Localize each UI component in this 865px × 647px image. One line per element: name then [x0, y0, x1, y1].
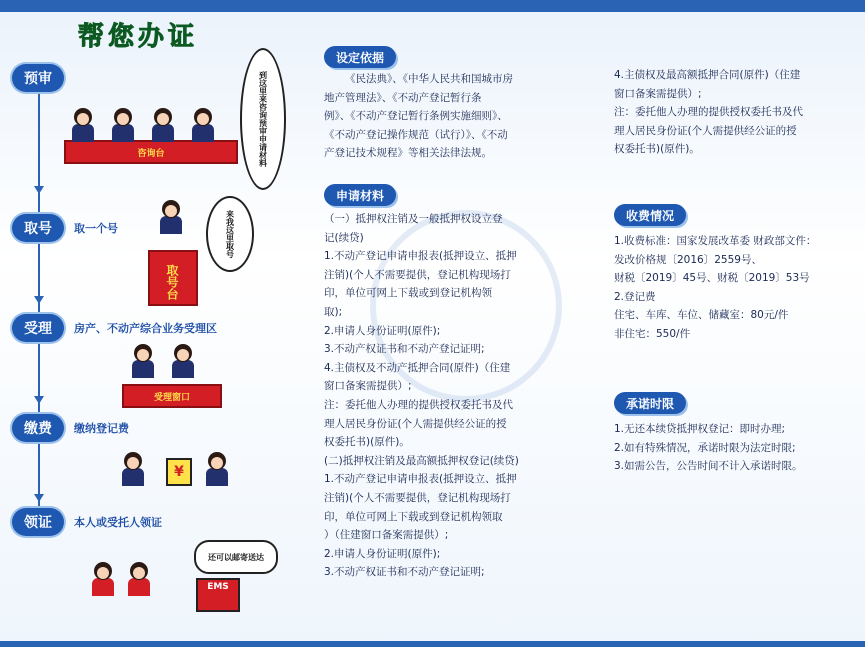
materials-line: 1.不动产登记申请申报表(抵押设立、抵押 — [324, 473, 517, 486]
materials-line: 4.主债权及最高额抵押合同(原件)（住建 — [614, 69, 801, 81]
materials-line: 注销)(个人不需要提供，登记机构现场打 — [324, 268, 511, 281]
materials-line: 3.不动产权证书和不动产登记证明; — [324, 566, 485, 579]
materials-line: 窗口备案需提供）; — [324, 380, 412, 393]
step-desc-payment: 缴纳登记费 — [74, 422, 129, 435]
accept-desk-label: 受理窗口 — [153, 393, 190, 403]
arrow-down-icon — [34, 396, 44, 404]
step-badge-prereview: 预审 — [12, 64, 64, 92]
staff-figure — [132, 344, 154, 378]
top-border — [0, 0, 865, 12]
citizen-figure — [92, 562, 114, 596]
materials-line: 3.不动产权证书和不动产登记证明; — [324, 343, 485, 356]
basis-line: 《民法典》、《中华人民共和国城市房 — [345, 73, 513, 85]
materials-line: 取); — [324, 305, 343, 318]
speech-bubble-mail: 还可以邮寄送达 — [194, 540, 278, 574]
materials-line: 权委托书)(原件)。 — [614, 143, 700, 156]
staff-figure — [122, 452, 144, 486]
promise-line: 1.无还本续贷抵押权登记：即时办理; — [614, 423, 786, 435]
staff-figure — [72, 108, 94, 142]
speech-bubble-prereview: 到这里来咨询预审申请材料 — [240, 48, 286, 190]
materials-line: 4.主债权及不动产抵押合同(原件)（住建 — [324, 361, 511, 374]
materials-line: 注销)(个人不需要提供，登记机构现场打 — [324, 491, 511, 504]
step-desc-queue: 取一个号 — [74, 222, 118, 235]
yen-icon: ¥ — [166, 458, 192, 486]
materials-line: 2.申请人身份证明(原件); — [324, 324, 441, 337]
staff-figure — [172, 344, 194, 378]
section-heading-promise: 承诺时限 — [614, 392, 686, 414]
arrow-down-icon — [34, 494, 44, 502]
staff-figure — [192, 108, 214, 142]
bottom-border — [0, 641, 865, 647]
basis-line: 例》、《不动产登记暂行条例实施细则》、 — [324, 110, 508, 123]
staff-figure — [160, 200, 182, 234]
staff-figure — [206, 452, 228, 486]
fees-line: 财税〔2019〕45号、财税〔2019〕53号 — [614, 272, 810, 285]
step-desc-accept: 房产、不动产综合业务受理区 — [74, 322, 217, 335]
materials-line: 2.申请人身份证明(原件); — [324, 547, 441, 560]
materials-line: ）（住建窗口备案需提供）; — [324, 529, 449, 542]
step-badge-accept: 受理 — [12, 314, 64, 342]
materials-line: 理人居民身份证(个人需提供经公证的授 — [614, 124, 797, 137]
materials-line: 注：委托他人办理的提供授权委托书及代 — [614, 106, 803, 119]
basis-line: 《不动产登记操作规范（试行）》、《不动 — [324, 128, 508, 141]
materials-line: 记(续贷) — [324, 231, 364, 244]
fees-line: 1.收费标准：国家发展改革委 财政部文件： — [614, 235, 817, 247]
materials-line: 印，单位可网上下载或到登记机构领 — [324, 287, 492, 300]
fees-line: 2.登记费 — [614, 290, 656, 303]
queue-desk-label: 取号台 — [165, 264, 179, 300]
section-heading-basis: 设定依据 — [324, 46, 396, 68]
citizen-figure — [128, 562, 150, 596]
basis-line: 产登记技术规程》等相关法律法规。 — [324, 147, 492, 160]
basis-line: 地产管理法》、《不动产登记暂行条 — [324, 91, 482, 104]
materials-line: 理人居民身份证(个人需提供经公证的授 — [324, 417, 507, 430]
materials-line: 1.不动产登记申请申报表(抵押设立、抵押 — [324, 250, 517, 263]
consult-desk — [64, 140, 238, 164]
materials-line: (二)抵押权注销及最高额抵押权登记(续贷) — [324, 454, 519, 467]
materials-line: 印，单位可网上下载或到登记机构领取 — [324, 510, 503, 523]
materials-line: （一）抵押权注销及一般抵押权设立登 — [324, 213, 503, 225]
materials-text — [324, 210, 599, 582]
fees-text — [614, 232, 854, 344]
step-badge-queue: 取号 — [12, 214, 64, 242]
staff-figure — [152, 108, 174, 142]
speech-bubble-queue: 来我这里取号 — [206, 196, 254, 272]
page-title: 帮您办证 — [78, 22, 199, 52]
section-heading-fees: 收费情况 — [614, 204, 686, 226]
ems-envelope-icon: EMS — [196, 578, 240, 612]
materials-line: 窗口备案需提供）; — [614, 87, 702, 100]
materials-line: 注：委托他人办理的提供授权委托书及代 — [324, 398, 513, 411]
accept-desk — [122, 384, 222, 408]
consult-desk-label: 咨询台 — [137, 149, 165, 159]
queue-desk — [148, 250, 198, 306]
promise-line: 2.如有特殊情况，承诺时限为法定时限; — [614, 441, 796, 454]
arrow-down-icon — [34, 296, 44, 304]
fees-line: 发改价格规〔2016〕2559号、 — [614, 253, 762, 266]
section-heading-materials: 申请材料 — [324, 184, 396, 206]
materials-continued-text — [614, 66, 854, 159]
staff-figure — [112, 108, 134, 142]
basis-text — [324, 70, 594, 163]
step-badge-collect: 领证 — [12, 508, 64, 536]
promise-text — [614, 420, 854, 476]
materials-line: 权委托书)(原件)。 — [324, 436, 410, 449]
promise-line: 3.如需公告，公告时间不计入承诺时限。 — [614, 460, 803, 473]
step-desc-collect: 本人或受托人领证 — [74, 516, 162, 529]
arrow-down-icon — [34, 186, 44, 194]
step-badge-payment: 缴费 — [12, 414, 64, 442]
fees-line: 住宅、车库、车位、储藏室：80元/件 — [614, 309, 789, 322]
fees-line: 非住宅：550/件 — [614, 327, 691, 340]
